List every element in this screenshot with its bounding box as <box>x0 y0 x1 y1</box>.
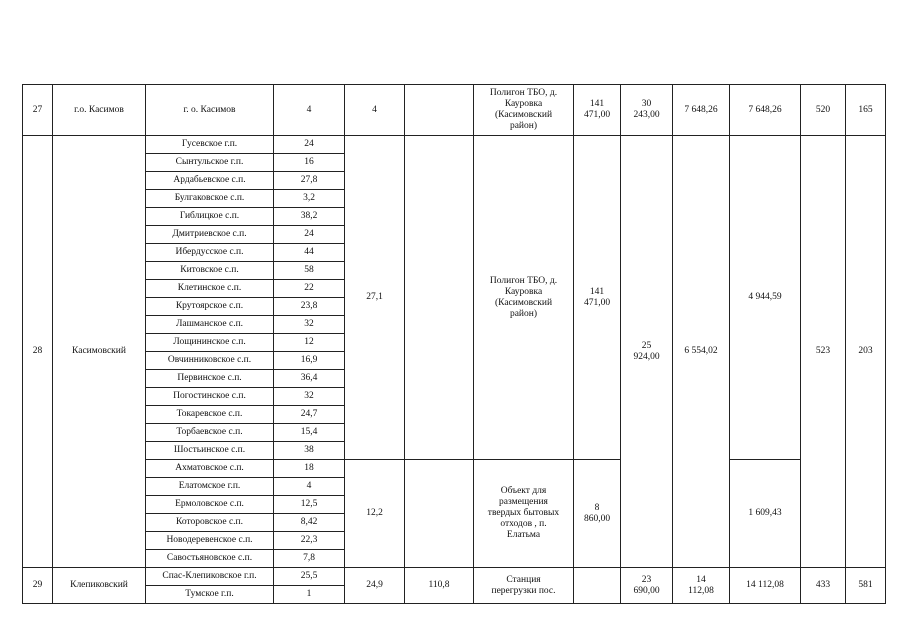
distance-cell: 15,4 <box>274 424 345 442</box>
capacity-cell: 141 471,00 <box>574 85 621 136</box>
distance-cell: 18 <box>274 460 345 478</box>
capacity-cell: 141 471,00 <box>574 136 621 460</box>
facility-cell: Полигон ТБО, д. Кауровка (Касимовский район) <box>474 136 574 460</box>
distance-cell: 12,5 <box>274 496 345 514</box>
settlement-cell: Которовское с.п. <box>146 514 274 532</box>
col6-cell <box>405 460 474 568</box>
distance-cell: 16 <box>274 154 345 172</box>
distance-cell: 8,42 <box>274 514 345 532</box>
distance-cell: 38,2 <box>274 208 345 226</box>
row-number: 28 <box>23 136 53 568</box>
settlement-cell: Овчинниковское с.п. <box>146 352 274 370</box>
settlement-cell: Ардабьевское с.п. <box>146 172 274 190</box>
distance-cell: 44 <box>274 244 345 262</box>
distance-cell: 24 <box>274 136 345 154</box>
settlement-cell: Лощининское с.п. <box>146 334 274 352</box>
settlement-cell: Сынтульское г.п. <box>146 154 274 172</box>
table-body <box>23 85 886 604</box>
settlement-cell: г. о. Касимов <box>146 85 274 136</box>
col10-cell: 6 554,02 <box>673 136 730 568</box>
settlement-cell: Шостьинское с.п. <box>146 442 274 460</box>
capacity-cell <box>574 568 621 604</box>
col9-cell: 30 243,00 <box>621 85 673 136</box>
settlement-cell: Елатомское г.п. <box>146 478 274 496</box>
col6-cell: 110,8 <box>405 568 474 604</box>
facility-cell: Полигон ТБО, д. Кауровка (Касимовский район) <box>474 85 574 136</box>
data-table <box>22 84 886 604</box>
settlement-cell: Дмитриевское с.п. <box>146 226 274 244</box>
table-row <box>23 136 886 154</box>
distance-cell: 22,3 <box>274 532 345 550</box>
col11-cell: 4 944,59 <box>730 136 801 460</box>
settlement-cell: Гусевское г.п. <box>146 136 274 154</box>
distance-cell: 12 <box>274 334 345 352</box>
settlement-cell: Ермоловское с.п. <box>146 496 274 514</box>
settlement-cell: Первинское с.п. <box>146 370 274 388</box>
avg-distance-cell: 27,1 <box>345 136 405 460</box>
distance-cell: 27,8 <box>274 172 345 190</box>
district-cell: Касимовский <box>53 136 146 568</box>
settlement-cell: Ахматовское с.п. <box>146 460 274 478</box>
settlement-cell: Новодеревенское с.п. <box>146 532 274 550</box>
col9-cell: 25 924,00 <box>621 136 673 568</box>
settlement-cell: Торбаевское с.п. <box>146 424 274 442</box>
distance-cell: 7,8 <box>274 550 345 568</box>
distance-cell: 36,4 <box>274 370 345 388</box>
settlement-cell: Крутоярское с.п. <box>146 298 274 316</box>
col13-cell: 581 <box>846 568 886 604</box>
row-number: 29 <box>23 568 53 604</box>
col13-cell: 203 <box>846 136 886 568</box>
settlement-cell: Спас-Клепиковское г.п. <box>146 568 274 586</box>
distance-cell: 16,9 <box>274 352 345 370</box>
col11-cell: 14 112,08 <box>730 568 801 604</box>
district-cell: г.о. Касимов <box>53 85 146 136</box>
settlement-cell: Ибердусское с.п. <box>146 244 274 262</box>
settlement-cell: Савостьяновское с.п. <box>146 550 274 568</box>
table-row <box>23 460 886 478</box>
settlement-cell: Гиблицкое с.п. <box>146 208 274 226</box>
distance-cell: 22 <box>274 280 345 298</box>
avg-distance-cell: 24,9 <box>345 568 405 604</box>
settlement-cell: Клетинское с.п. <box>146 280 274 298</box>
col12-cell: 520 <box>801 85 846 136</box>
distance-cell: 1 <box>274 586 345 604</box>
col10-cell: 14 112,08 <box>673 568 730 604</box>
facility-cell: Объект для размещения твердых бытовых отходов , п. Елатьма <box>474 460 574 568</box>
col6-cell <box>405 85 474 136</box>
col10-cell: 7 648,26 <box>673 85 730 136</box>
avg-distance-cell: 4 <box>345 85 405 136</box>
row-number: 27 <box>23 85 53 136</box>
settlement-cell: Токаревское с.п. <box>146 406 274 424</box>
col11-cell: 1 609,43 <box>730 460 801 568</box>
distance-cell: 24,7 <box>274 406 345 424</box>
distance-cell: 23,8 <box>274 298 345 316</box>
capacity-cell: 8 860,00 <box>574 460 621 568</box>
avg-distance-cell: 12,2 <box>345 460 405 568</box>
col12-cell: 433 <box>801 568 846 604</box>
settlement-cell: Булгаковское с.п. <box>146 190 274 208</box>
col6-cell <box>405 136 474 460</box>
distance-cell: 24 <box>274 226 345 244</box>
settlement-cell: Лашманское с.п. <box>146 316 274 334</box>
district-cell: Клепиковский <box>53 568 146 604</box>
distance-cell: 38 <box>274 442 345 460</box>
distance-cell: 3,2 <box>274 190 345 208</box>
table-row <box>23 85 886 136</box>
distance-cell: 4 <box>274 478 345 496</box>
settlement-cell: Китовское с.п. <box>146 262 274 280</box>
distance-cell: 4 <box>274 85 345 136</box>
col12-cell: 523 <box>801 136 846 568</box>
col13-cell: 165 <box>846 85 886 136</box>
settlement-cell: Погостинское с.п. <box>146 388 274 406</box>
table-row <box>23 568 886 586</box>
facility-cell: Станция перегрузки пос. <box>474 568 574 604</box>
col11-cell: 7 648,26 <box>730 85 801 136</box>
settlement-cell: Тумское г.п. <box>146 586 274 604</box>
distance-cell: 32 <box>274 316 345 334</box>
distance-cell: 58 <box>274 262 345 280</box>
col9-cell: 23 690,00 <box>621 568 673 604</box>
distance-cell: 32 <box>274 388 345 406</box>
distance-cell: 25,5 <box>274 568 345 586</box>
